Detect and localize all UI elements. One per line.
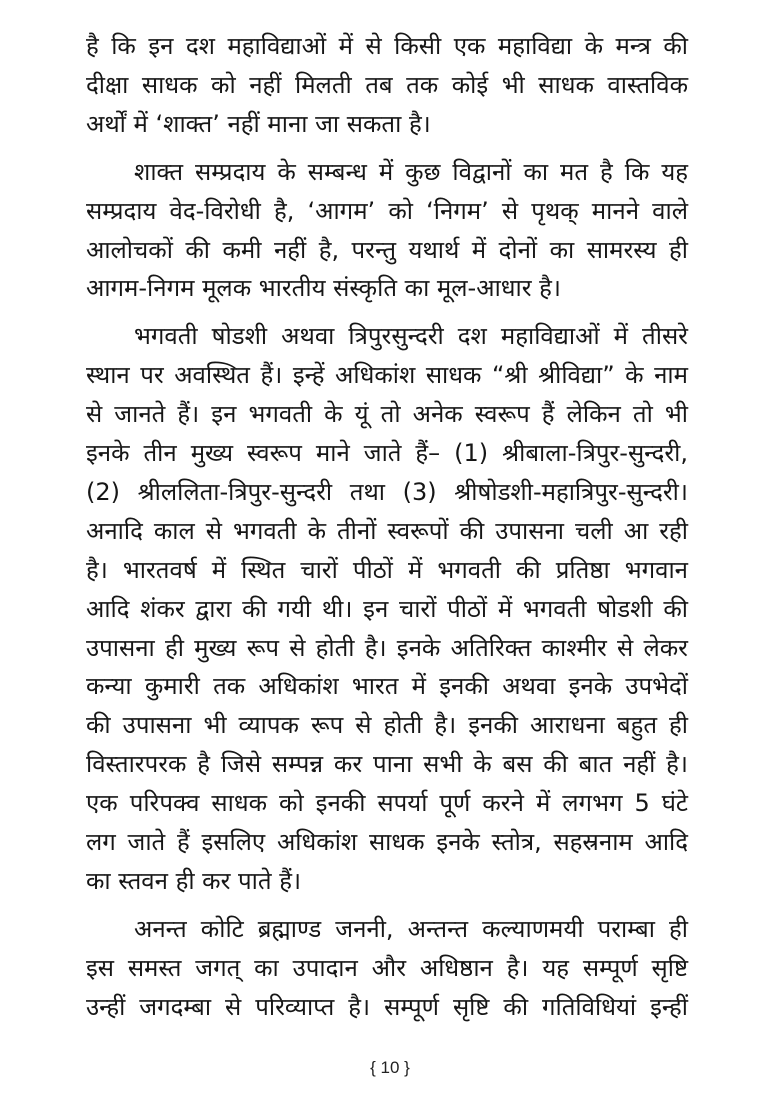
- text-line: अनादि काल से भगवती के तीनों स्वरूपों की उपासना चली आ रही: [86, 516, 688, 545]
- text-line: भगवती षोडशी अथवा त्रिपुरसुन्दरी दश महाविद्याओं में तीसरे: [134, 322, 688, 351]
- text-line: आदि शंकर द्वारा की गयी थी। इन चारों पीठों में भगवती षोडशी की: [86, 594, 688, 623]
- text-line: स्थान पर अवस्थित हैं। इन्हें अधिकांश साधक “श्री श्रीविद्या” के नाम: [86, 361, 688, 390]
- text-line: कन्या कुमारी तक अधिकांश भारत में इनकी अथवा इनके उपभेदों: [86, 672, 688, 701]
- text-line: शाक्त सम्प्रदाय के सम्बन्ध में कुछ विद्वानों का मत है कि यह: [134, 157, 688, 186]
- text-line: आगम-निगम मूलक भारतीय संस्कृति का मूल-आधार है।: [86, 274, 561, 303]
- text-line: (2) श्रीललिता-त्रिपुर-सुन्दरी तथा (3) श्रीषोडशी-महात्रिपुर-सुन्दरी।: [86, 477, 688, 506]
- page-number: { 10 }: [370, 1058, 410, 1077]
- text-line: अनन्त कोटि ब्रह्माण्ड जननी, अन्तन्त कल्याणमयी पराम्बा ही: [134, 914, 688, 943]
- text-line: लग जाते हैं इसलिए अधिकांश साधक इनके स्तोत्र, सहस्रनाम आदि: [86, 828, 688, 856]
- text-line: विस्तारपरक है जिसे सम्पन्न कर पाना सभी के बस की बात नहीं है।: [86, 750, 688, 779]
- text-line: सम्प्रदाय वेद-विरोधी है, ‘आगम’ को ‘निगम’ से पृथक् मानने वाले: [86, 196, 688, 225]
- text-line: से जानते हैं। इन भगवती के यूं तो अनेक स्वरूप हैं लेकिन तो भी: [86, 400, 688, 429]
- text-line: उन्हीं जगदम्बा से परिव्याप्त है। सम्पूर्ण सृष्टि की गतिविधियां इन्हीं: [86, 992, 688, 1021]
- text-line: एक परिपक्व साधक को इनकी सपर्या पूर्ण करने में लगभग 5 घंटे: [86, 789, 688, 818]
- text-line: अर्थों में ‘शाक्त’ नहीं माना जा सकता है।: [86, 109, 431, 138]
- text-line: आलोचकों की कमी नहीं है, परन्तु यथार्थ में दोनों का सामरस्य ही: [86, 235, 688, 264]
- text-line: उपासना ही मुख्य रूप से होती है। इनके अतिरिक्त काश्मीर से लेकर: [86, 633, 688, 662]
- text-line: है। भारतवर्ष में स्थित चारों पीठों में भगवती की प्रतिष्ठा भगवान: [86, 555, 688, 584]
- text-line: है कि इन दश महाविद्याओं में से किसी एक महाविद्या के मन्त्र की: [86, 32, 688, 60]
- text-line: इनके तीन मुख्य स्वरूप माने जाते हैं– (1) श्रीबाला-त्रिपुर-सुन्दरी,: [86, 439, 688, 467]
- text-line: इस समस्त जगत् का उपादान और अधिष्ठान है। यह सम्पूर्ण सृष्टि: [86, 953, 688, 982]
- text-line: दीक्षा साधक को नहीं मिलती तब तक कोई भी साधक वास्तविक: [86, 70, 688, 99]
- text-line: की उपासना भी व्यापक रूप से होती है। इनकी आराधना बहुत ही: [86, 711, 688, 740]
- text-line: का स्तवन ही कर पाते हैं।: [86, 866, 302, 895]
